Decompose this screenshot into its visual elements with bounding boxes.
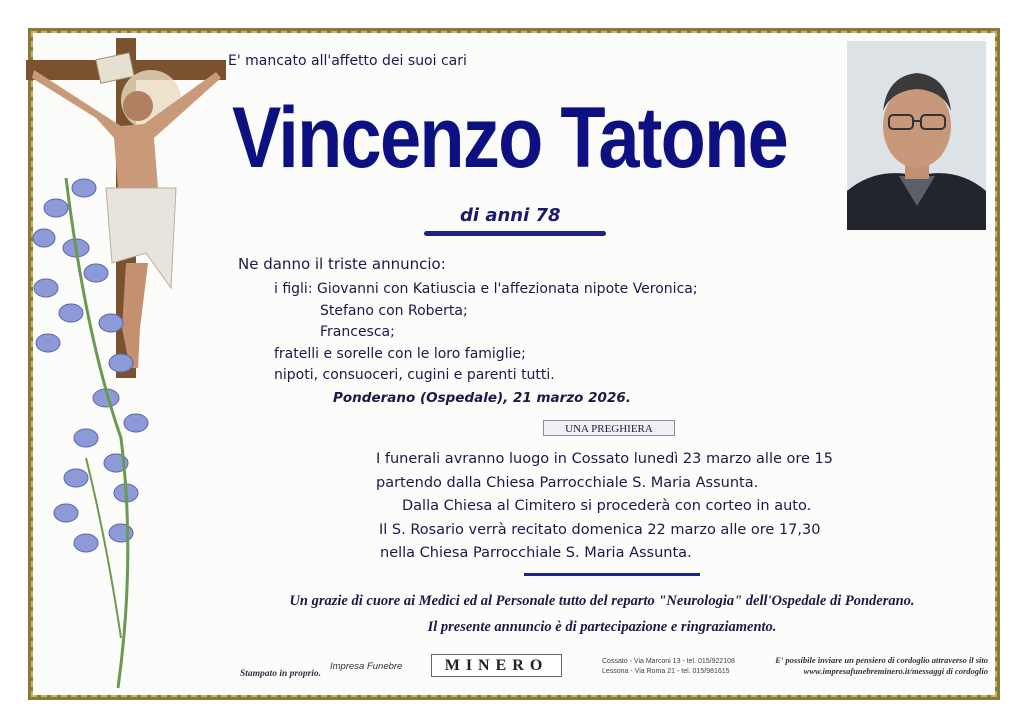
announce-line: i figli: Giovanni con Katiuscia e l'affezionata nipote Veronica; bbox=[274, 281, 698, 297]
funeral-line: Dalla Chiesa al Cimitero si procederà con corteo in auto. bbox=[402, 498, 812, 514]
announce-line: fratelli e sorelle con le loro famiglie; bbox=[274, 345, 526, 362]
christ-head bbox=[123, 91, 153, 121]
condolence-line: E' possibile inviare un pensiero di cordoglio attraverso il sito bbox=[775, 655, 988, 665]
funeral-home-addresses bbox=[602, 657, 735, 677]
condolence-note bbox=[752, 655, 988, 677]
intro-text: E' mancato all'affetto dei suoi cari bbox=[228, 53, 467, 69]
age-divider bbox=[424, 231, 606, 236]
announce-title: Ne danno il triste annuncio: bbox=[238, 255, 446, 273]
address-line: Lessona - Via Roma 21 - tel. 015/981615 bbox=[602, 668, 730, 675]
funeral-home-logo: MINERO bbox=[431, 654, 562, 677]
announce-line: Stefano con Roberta; bbox=[320, 302, 468, 319]
printed-note: Stampato in proprio. bbox=[240, 669, 322, 679]
announce-list bbox=[274, 279, 698, 387]
thanks-text bbox=[240, 588, 964, 640]
thanks-line: Un grazie di cuore ai Medici ed al Personale tutto del reparto "Neurologia" dell'Ospedale di Ponderano. bbox=[289, 593, 915, 609]
funeral-details bbox=[376, 448, 833, 566]
funeral-line: I funerali avranno luogo in Cossato lunedì 23 marzo alle ore 15 bbox=[376, 451, 833, 467]
thanks-line: Il presente annuncio è di partecipazione e ringraziamento. bbox=[427, 619, 777, 635]
prayer-button[interactable]: UNA PREGHIERA bbox=[543, 420, 675, 436]
portrait-photo bbox=[847, 41, 986, 230]
funeral-line: partendo dalla Chiesa Parrocchiale S. Maria Assunta. bbox=[376, 474, 759, 491]
address-line: Cossato - Via Marconi 13 - tel. 015/922108 bbox=[602, 658, 735, 665]
section-divider bbox=[524, 573, 700, 576]
condolence-link[interactable]: www.impresafunebreminero.it/messaggi di cordoglio bbox=[803, 666, 988, 676]
deceased-name: Vincenzo Tatone bbox=[232, 90, 788, 186]
place-date: Ponderano (Ospedale), 21 marzo 2026. bbox=[333, 390, 631, 406]
announce-line: Francesca; bbox=[320, 324, 395, 340]
funeral-home-label: Impresa Funebre bbox=[330, 661, 403, 672]
crucifix-illustration bbox=[26, 38, 236, 698]
funeral-line: nella Chiesa Parrocchiale S. Maria Assunta. bbox=[380, 545, 692, 561]
funeral-line: Il S. Rosario verrà recitato domenica 22 marzo alle ore 17,30 bbox=[379, 521, 821, 538]
deceased-age: di anni 78 bbox=[460, 205, 561, 226]
announce-line: nipoti, consuoceri, cugini e parenti tutti. bbox=[274, 367, 555, 383]
